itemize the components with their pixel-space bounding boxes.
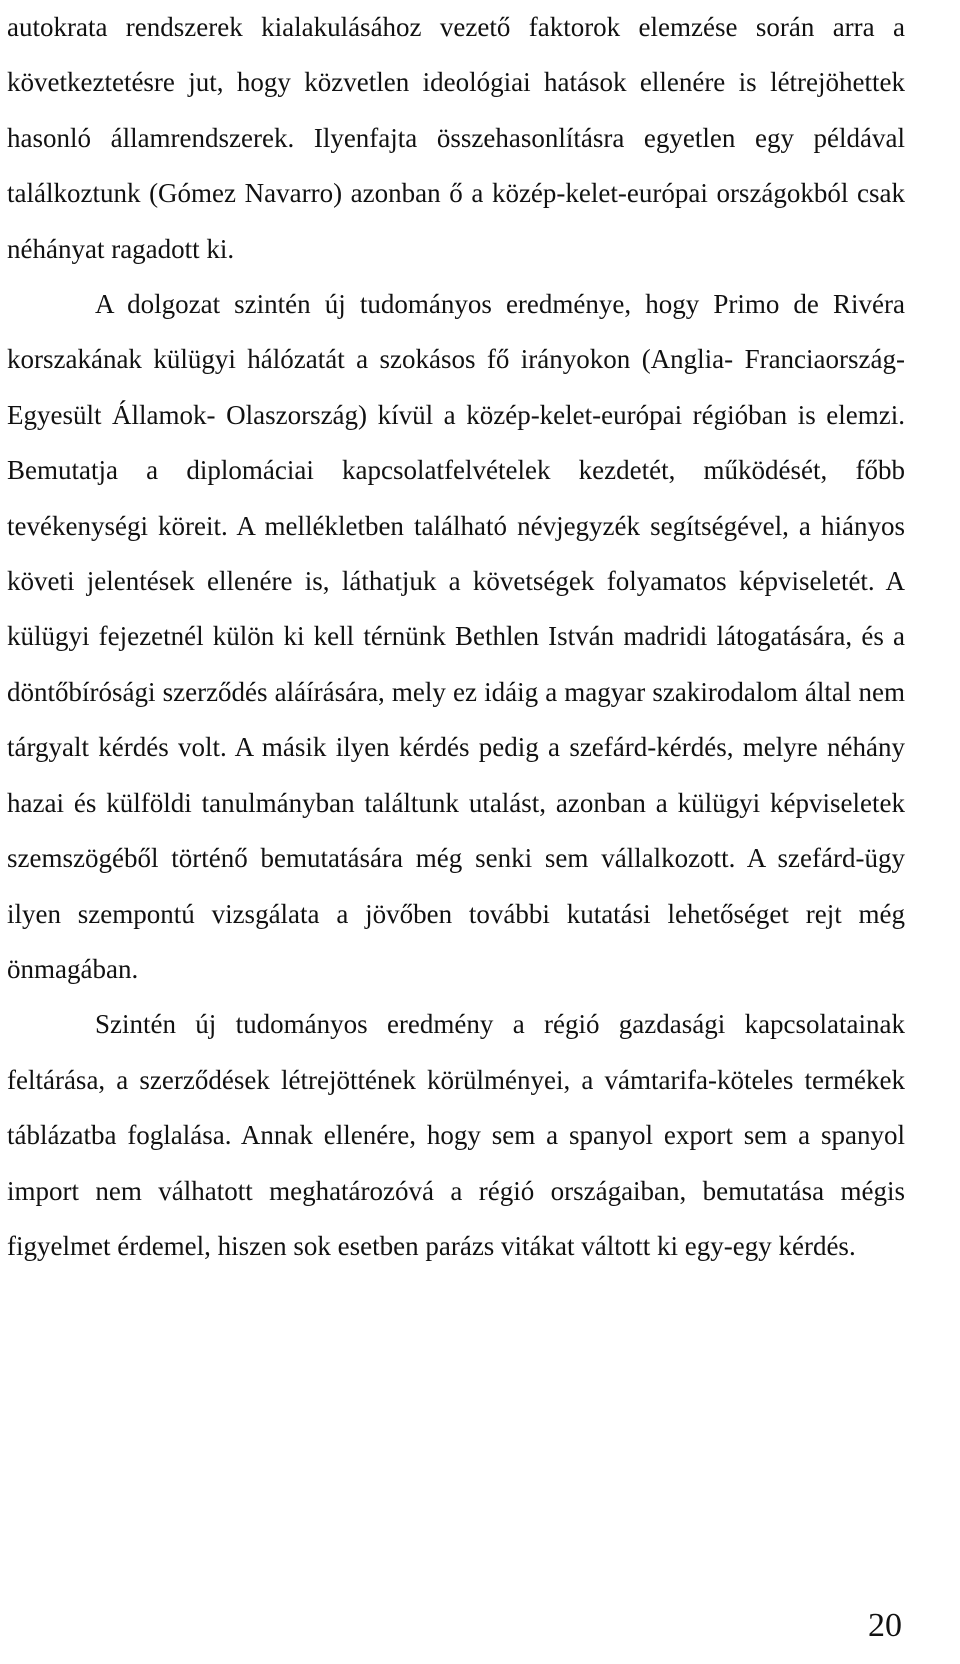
paragraph-economic-relations: Szintén új tudományos eredmény a régió gazdasági kapcsolatainak feltárása, a szerződések létrejöttének körülményei, a vámtarifa-köteles termékek táblázatba foglalása. Annak ellenére, hogy sem a spanyol export sem a spanyol import nem válhatott meghatározóvá a régió országaiban, bemutatása mégis figyelmet érdemel, hiszen sok esetben parázs vitákat váltott ki egy-egy kérdés. xyxy=(7,1009,905,1261)
document-body xyxy=(7,0,905,1274)
page-number: 20 xyxy=(868,1607,902,1644)
paragraph-foreign-relations: A dolgozat szintén új tudományos eredménye, hogy Primo de Rivéra korszakának külügyi hálózatát a szokásos fő irányokon (Anglia- Franciaország- Egyesült Államok- Olaszország) kívül a közép-kelet-európai régióban is elemzi. Bemutatja a diplomáciai kapcsolatfelvételek kezdetét, működését, főbb tevékenységi köreit. A mellékletben található névjegyzék segítségével, a hiányos követi jelentések ellenére is, láthatjuk a követségek folyamatos képviseletét. A külügyi fejezetnél külön ki kell térnünk Bethlen István madridi látogatására, és a döntőbírósági szerződés aláírására, mely ez idáig a magyar szakirodalom által nem tárgyalt kérdés volt. A másik ilyen kérdés pedig a szefárd-kérdés, melyre néhány hazai és külföldi tanulmányban találtunk utalást, azonban a külügyi képviseletek szemszögéből történő bemutatására még senki sem vállalkozott. A szefárd-ügy ilyen szempontú vizsgálata a jövőben további kutatási lehetőséget rejt még önmagában. xyxy=(7,289,905,984)
paragraph-continuation: autokrata rendszerek kialakulásához vezető faktorok elemzése során arra a következtetésre jut, hogy közvetlen ideológiai hatások ellenére is létrejöhettek hasonló államrendszerek. Ilyenfajta összehasonlításra egyetlen egy példával találkoztunk (Gómez Navarro) azonban ő a közép-kelet-európai országokból csak néhányat ragadott ki. xyxy=(7,12,905,264)
